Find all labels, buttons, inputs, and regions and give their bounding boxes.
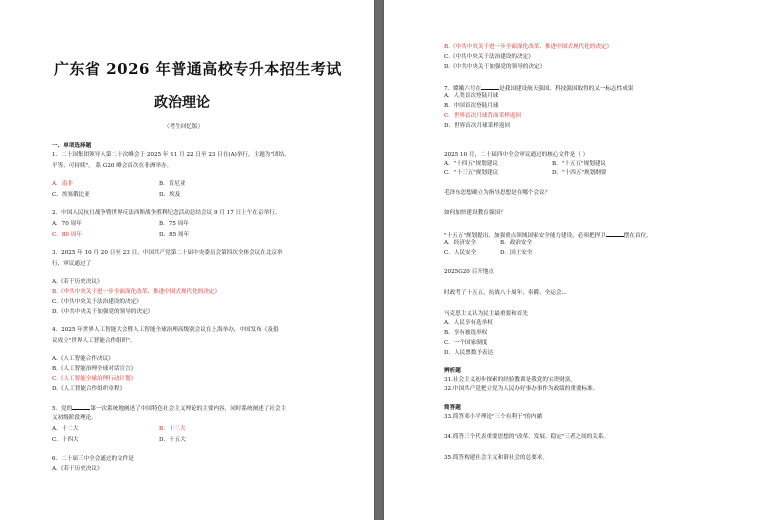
q8-option-c: C．"十三五"规划建议 [444,170,499,176]
q2-option-d: D．85 周年 [159,232,190,238]
q1-option-b: B．肯尼亚 [159,181,186,187]
q2-option-a: A．70 周年 [52,221,82,227]
q3-option-a: A.《若干历史决议》 [52,279,103,285]
marxism-option-c: C．一个国家制度 [444,340,488,346]
question-security-prefix: "十五五"规划提出，加强重点领域国家安全能力建设，必须把捍卫 [444,233,606,239]
analysis-heading: 辨析题 [444,368,461,374]
q3-text-line1: 3．2025 年 10 月 20 日至 23 日，中国共产党第二十届中央委员会第四次全体会议在北京举 [52,250,283,256]
q1-text-line1: 1．二十国集团领导人第二十次峰会于 2025 年 11 月 22 日至 23 日在(A)举行，主题为"团结、 [52,152,290,158]
q4-text-line2: 议成立"世界人工智能合作组织"。 [52,338,136,344]
document-page-2 [384,0,758,520]
q1-option-a: A．南非 [52,181,73,187]
question-security-blank [606,231,624,237]
security-option-c: C．人民安全 [444,250,477,256]
q5-option-c: C．十四大 [52,437,79,443]
q5-text-suffix: 第一次系统地阐述了中国特色社会主义理论的主要内容，同时系统阐述了社会主 [90,406,287,412]
question-31: 31.社会主义初步探索的经验教训是我党的宝贵财富。 [444,377,576,383]
q5-option-d: D．十五大 [159,437,186,443]
question-maoism: 毛泽东思想确立为指导思想是在哪个会议？ [444,190,551,196]
document-page-1 [0,0,374,520]
q3-option-b: B.《中共中央关于进一步全面深化改革、推进中国式现代化的决定》 [52,289,221,295]
exam-subject: 政治理论 [154,95,210,111]
q2-option-c: C．80 周年 [52,232,82,238]
q5-text-line2: 义初级阶段理论。 [52,415,97,421]
short-answer-heading: 简答题 [444,405,461,411]
q6-option-d: D.《中共中央关于加强党的领导的决定》 [444,64,546,70]
question-security-suffix: 摆在首位。 [623,233,652,239]
q6-text-line1: 6．二十届三中全会通过的文件是 [52,456,134,462]
q6-option-a: A.《若干历史决议》 [52,466,103,472]
q5-text-line1 [52,404,286,413]
q4-option-c: C.《人工智能全球治理行动计划》 [52,376,137,382]
q6-option-c: C.《中共中央关于法治建设的决定》 [444,54,534,60]
q5-blank [72,404,90,410]
question-marxism: 马克思主义认为民主最重要和首先 [444,311,528,317]
question-34: 34.简答三个代表重要思想的"改革、发展、稳定"三者之间的关系。 [444,434,610,440]
q7-option-b: B．中国首次登陆月球 [444,103,499,109]
security-option-a: A．经济安全 [444,240,477,246]
marxism-option-b: B．享有被选举权 [444,330,488,336]
q8-option-b: B．"十五五"规划建议 [552,161,607,167]
section-heading: 一、单项选择题 [52,143,92,149]
security-option-d: D．国土安全 [500,250,533,256]
marxism-option-d: D．人民票数予表达 [444,350,494,356]
q2-text-line1: 2．中国人民抗日战争暨世界反法西斯战争胜利纪念活动总结会议 9 月 17 日上午在京举行。 [52,210,281,216]
q7-text-suffix: 是我国建设航天强国、科技强国取得的又一标志性成果 [499,86,634,92]
q3-text-line2: 行，审议通过了 [52,261,92,267]
q7-option-c: C．世界首次月球背面采样返回 [444,113,521,119]
q4-option-d: D.《人工智能合作组织章程》 [52,386,126,392]
q7-text-line1 [444,84,633,93]
question-35: 35.简答构建社会主义和谐社会的总要求。 [444,455,548,461]
q7-text-prefix: 7．嫦娥六号在 [444,86,482,92]
question-g20-place: 2025G20 召开地点 [444,269,494,275]
q1-text-line2: 平等、可持续"。 系 G20 峰会首次在非洲举办。 [52,163,173,169]
q5-text-prefix: 5．党的 [52,406,73,412]
q5-option-b: B．十三大 [159,426,186,432]
q7-blank [481,84,499,90]
exam-note: （考生回忆版） [164,124,204,130]
question-current-affairs: 时政考了十五五，抗战八十周年，奉爵、全运会... [444,290,567,296]
q8-option-d: D．"十四五"规划纲要 [552,170,607,176]
q1-option-d: D．埃及 [159,192,181,198]
q3-option-c: C.《中共中央关于法治建设的决定》 [52,299,142,305]
question-32: 32.中国共产党把立党为人民办好事办事作为政绩的重要标准。 [444,386,599,392]
q4-option-a: A.《人工智能合作决议》 [52,356,114,362]
exam-title: 广东省 2026 年普通高校专升本招生考试 [54,60,342,78]
security-option-b: B．政治安全 [500,240,533,246]
q7-option-d: D．世界首次月球采样返回 [444,123,511,129]
q2-option-b: B．75 周年 [159,221,189,227]
q6-option-b: B.《中共中央关于进一步全面深化改革、推进中国式现代化的决定》 [444,44,613,50]
marxism-option-a: A．人民享有选举权 [444,320,493,326]
q7-option-a: A．人类首次登陆月球 [444,93,499,99]
q4-option-b: B.《人工智能治理全球对话宣言》 [52,366,137,372]
question-security-line1 [444,231,652,240]
q8-text-line1: 2025 10 月，二十届四中全会审议通过的核心文件是（ ） [444,152,589,158]
q3-option-d: D.《中共中央关于加强党的领导的决定》 [52,309,154,315]
question-33: 33.简答邓小平理论"三个有利于"的内涵 [444,414,542,420]
q1-option-c: C．埃塞俄比亚 [52,192,90,198]
q4-text-line1: 4．2025 年世界人工智能大会暨人工智能全球治理高级别会议在上海举办，中国发布《及倡 [52,327,279,333]
q5-option-a: A．十二大 [52,426,79,432]
q8-option-a: A．"十四五"规划建议 [444,161,498,167]
question-education: 如何加快建设教育强国？ [444,210,506,216]
